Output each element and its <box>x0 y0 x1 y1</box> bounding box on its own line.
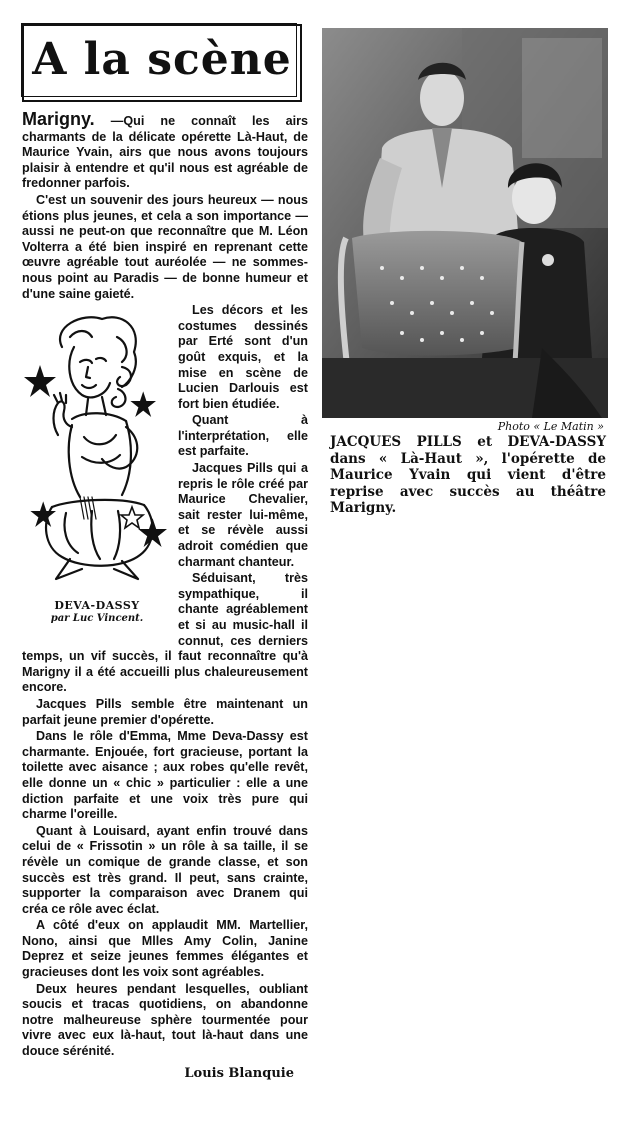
photo-caption: JACQUES PILLS et DEVA-DASSY dans « Là-Haut », l'opérette de Maurice Yvain qui vient d'être reprise avec succès au théâtre Marigny. <box>330 434 606 516</box>
article-body <box>22 109 308 1081</box>
article-paragraph-1-text: —Qui ne connaît les airs charmants de la délicate opérette Là-Haut, de Maurice Yvain, airs que nous avons toujours plaisir à entendre et qu'il nous est agréable de fredonner parfois. <box>22 114 308 191</box>
article-paragraph-5: Jacques Pills qui a repris le rôle créé par Maurice Chevalier, sait rester lui-même, et se révèle aussi adroit comédien que charmant chanteur. <box>178 461 308 569</box>
star-icons <box>24 365 167 547</box>
sketch-credit: par Luc Vincent. <box>50 613 144 625</box>
photo-image <box>322 28 608 418</box>
small-star-icon <box>121 507 143 528</box>
article-paragraph-4: Quant à l'interprétation, elle est parfaite. <box>178 413 308 459</box>
sketch-name: DEVA-DASSY <box>54 599 140 613</box>
caricature-drawing <box>22 307 172 597</box>
article-paragraph-10: A côté d'eux on applaudit MM. Martellier, Nono, ainsi que Mlles Amy Colin, Janine Deprez et seize jeunes femmes élégantes et gracieuses dont les voix sont agréables. <box>22 918 308 980</box>
article-paragraph-1 <box>22 109 308 192</box>
star-icon <box>130 392 156 418</box>
title-box <box>22 24 302 102</box>
article-paragraph-6: Séduisant, très sympathique, il chante agréablement et si au music-hall il connut, ces derniers temps, un vif succès, il faut reconnaître qu'à Marigny il a été accueilli plus chaleureusement encore. <box>22 571 308 695</box>
article-paragraph-7: Jacques Pills semble être maintenant un parfait jeune premier d'opérette. <box>22 696 308 727</box>
star-icon <box>138 518 167 547</box>
star-icon <box>30 502 56 528</box>
article-paragraph-2: C'est un souvenir des jours heureux — nous étions plus jeunes, et cela a son importance — aussi ne peut-on que reconnaître que M. Léon Volterra a été bien inspiré en reprenant cette œuvre agréable tout auréolée — ne sommes-nous point au Paradis — de bonne humeur et d'une saine gaieté. <box>22 192 308 301</box>
photo-credit: Photo « Le Matin » <box>497 420 604 433</box>
article-paragraph-9: Quant à Louisard, ayant enfin trouvé dans celui de « Frissotin » un rôle à sa taille, il se révèle un comique de grande classe, et son succès est très grand. Il peut, sans crainte, supporter la comparaison avec Dranem qui créa ce rôle avec éclat. <box>22 823 308 916</box>
author-signature: Louis Blanquie <box>184 1065 294 1081</box>
lead-word: Marigny. <box>22 109 95 129</box>
article-paragraph-3: Les décors et les costumes dessinés par Erté sont d'un goût exquis, et la mise en scène de Lucien Darlouis est fort bien étudiée. <box>178 303 308 411</box>
sketch-illustration <box>22 307 172 637</box>
star-icon <box>24 365 56 397</box>
sketch-caption <box>22 599 172 625</box>
stage-photo <box>322 28 608 418</box>
article-paragraph-8: Dans le rôle d'Emma, Mme Deva-Dassy est charmante. Enjouée, fort gracieuse, portant la toilette avec aisance ; aux robes qu'elle revêt, elle donne un « chic » particulier : elle a une diction parfaite et une voix très pure qui charme l'oreille. <box>22 729 308 822</box>
article-paragraph-11: Deux heures pendant lesquelles, oubliant soucis et tracas quotidiens, on abandonne notre malheureuse sphère tourmentée pour vivre avec eux là-haut, tout là-haut dans une douce sérénité. <box>22 981 308 1059</box>
page-title: A la scène <box>32 34 292 85</box>
